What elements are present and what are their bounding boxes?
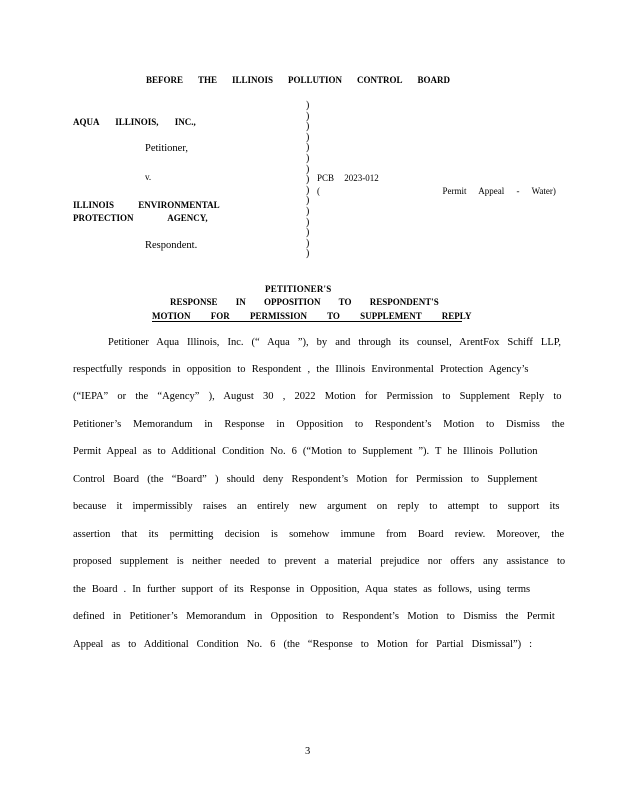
title-line2: RESPONSE IN OPPOSITION TO RESPONDENT'S [170, 297, 439, 307]
title-line1: PETITIONER'S [265, 284, 332, 294]
petitioner-name: AQUA ILLINOIS, INC., [73, 117, 196, 127]
body-line: respectfully responds in opposition to Respondent , the Illinois Environmental Protection Agency’s [73, 364, 529, 375]
body-line: Appeal as to Additional Condition No. 6 (the “Response to Motion for Partial Dismissal”) : [73, 639, 533, 650]
body-line: Permit Appeal as to Additional Condition No. 6 (“Motion to Supplement ”). T he Illinois Pollution [73, 446, 538, 457]
heading-word: POLLUTION [287, 75, 342, 85]
body-line: because it impermissibly raises an entirely new argument on reply to attempt to support its [73, 501, 560, 512]
body-line: Petitioner’s Memorandum in Response in Opposition to Respondent’s Motion to Dismiss the [73, 419, 565, 430]
heading-word: THE [197, 75, 217, 85]
heading-word: ILLINOIS [231, 75, 273, 85]
case-number: PCB 2023-012 [317, 173, 379, 183]
caption-parens: ) ) ) ) ) ) ) ) ) ) ) ) ) ) ) [306, 100, 310, 260]
body-line: proposed supplement is neither needed to prevent a material prejudice nor offers any assistance to [73, 556, 566, 567]
body-line: Control Board (the “Board” ) should deny Respondent’s Motion for Permission to Supplement [73, 474, 538, 485]
body-line: defined in Petitioner’s Memorandum in Opposition to Respondent’s Motion to Dismiss the Permit [73, 611, 555, 622]
body-line: the Board . In further support of its Response in Opposition, Aqua states as follows, using terms [73, 584, 531, 595]
heading-word: BEFORE [146, 75, 184, 85]
petitioner-role: Petitioner, [145, 143, 189, 154]
heading-word: BOARD [417, 75, 450, 85]
body-line: (“IEPA” or the “Agency” ), August 30 , 2022 Motion for Permission to Supplement Reply to [73, 391, 562, 402]
court-heading [146, 75, 450, 85]
respondent-name-line2: PROTECTION AGENCY, [73, 213, 208, 223]
versus: v. [145, 172, 152, 182]
title-line3: MOTION FOR PERMISSION TO SUPPLEMENT REPLY [152, 311, 472, 321]
body-line: assertion that its permitting decision is somehow immune from Board review. Moreover, the [73, 529, 565, 540]
heading-word: CONTROL [356, 75, 403, 85]
respondent-name-line1: ILLINOIS ENVIRONMENTAL [73, 200, 220, 210]
title-underline [152, 321, 462, 322]
case-type: ( Permit Appeal - Water) [317, 186, 556, 196]
body-line: Petitioner Aqua Illinois, Inc. (“ Aqua ”), by and through its counsel, ArentFox Schiff LLP, [108, 337, 562, 348]
respondent-role: Respondent. [145, 240, 198, 251]
page-number: 3 [305, 746, 311, 757]
